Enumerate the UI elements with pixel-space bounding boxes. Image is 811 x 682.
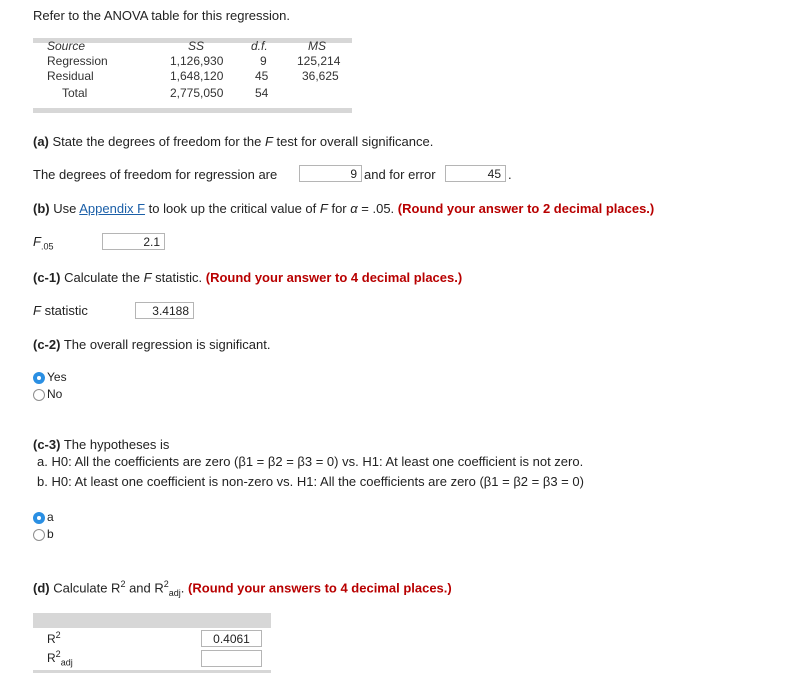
part-a-question [33,134,433,149]
anova-row-residual-source: Residual [47,69,94,83]
part-a-text-pre: State the degrees of freedom for the [52,134,265,149]
part-d-sup1: 2 [120,579,126,589]
radio-a-label[interactable]: a [47,510,54,524]
error-df-input[interactable]: 45 [445,165,506,182]
part-d-text-end: . [180,580,185,596]
part-b-text-mid: to look up the critical value of [145,201,320,216]
anova-header-ms: MS [308,39,326,53]
f-statistic-letter: F [33,303,41,318]
part-b-text-for: for [327,201,351,216]
radio-a[interactable] [33,512,45,524]
radio-b-label[interactable]: b [47,527,54,541]
r-table-bottom-bar [33,670,271,673]
f-critical-input[interactable]: 2.1 [102,233,165,250]
part-c2-label: (c-2) [33,337,61,352]
appendix-f-link[interactable]: Appendix F [79,201,146,216]
part-a-answer-mid: and for error [364,167,436,182]
radio-b[interactable] [33,529,45,541]
part-b-alpha: α [350,201,358,216]
part-a-answer-prompt: The degrees of freedom for regression are [33,167,278,182]
part-d-sup2: 2 [163,579,169,589]
radio-no[interactable] [33,389,45,401]
part-a-label: (a) [33,134,49,149]
part-c1-question [33,270,462,285]
part-d-sub: adj [168,587,181,598]
f-critical-label [33,234,53,252]
part-b-text-pre: Use [53,201,80,216]
part-b-text-post: = .05. [357,201,395,216]
part-d-label: (d) [33,580,50,596]
anova-header-ss: SS [188,39,205,53]
r2-input[interactable]: 0.4061 [201,630,262,647]
anova-row-total-ss: 2,775,050 [170,86,224,100]
part-c1-text-f: F [143,270,152,285]
part-b-label: (b) [33,201,50,216]
hypothesis-a-text: a. H0: All the coefficients are zero (β1 = β2 = β3 = 0) vs. H1: At least one coefficient is not zero. [37,454,584,469]
r2-letter: R [47,632,56,646]
anova-header-df: d.f. [251,39,268,53]
part-c2-text: The overall regression is significant. [63,337,271,352]
anova-row-regression-source: Regression [47,54,108,68]
r2adj-label [47,649,73,667]
f-statistic-input[interactable]: 3.4188 [135,302,194,319]
intro-text: Refer to the ANOVA table for this regression. [33,8,290,23]
part-c2-question [33,337,271,352]
anova-row-regression-ss: 1,126,930 [170,54,224,68]
part-c1-label: (c-1) [33,270,61,285]
anova-row-residual-df: 45 [255,69,269,83]
part-c3-label: (c-3) [33,437,61,452]
anova-header-source: Source [47,39,86,53]
radio-yes-label[interactable]: Yes [47,370,67,384]
r2adj-input[interactable] [201,650,262,667]
r2adj-letter: R [47,651,56,665]
part-c1-instruction: (Round your answer to 4 decimal places.) [205,270,463,285]
part-a-text-f: F [264,134,273,149]
part-d-question [33,579,452,598]
part-b-instruction: (Round your answer to 2 decimal places.) [397,201,655,216]
r2adj-sub: adj [60,657,73,668]
part-c3-question [33,437,169,452]
anova-row-regression-ms: 125,214 [297,54,341,68]
hypothesis-b-text: b. H0: At least one coefficient is non-zero vs. H1: All the coefficients are zero (β1 = β2 = β3 = 0) [37,474,584,489]
anova-row-residual-ms: 36,625 [302,69,339,83]
r-table-top-bar [33,613,271,628]
anova-bottom-bar [33,108,352,113]
part-a-answer-end: . [508,167,512,182]
part-d-instruction: (Round your answers to 4 decimal places.) [188,580,452,596]
part-b-text-f: F [319,201,328,216]
part-c1-text-pre: Calculate the [64,270,144,285]
f-critical-letter: F [33,234,41,249]
r2adj-sup: 2 [55,649,61,659]
r2-sup: 2 [55,630,61,640]
regression-df-input[interactable]: 9 [299,165,362,182]
part-d-text-pre: Calculate R [53,580,121,596]
anova-row-regression-df: 9 [260,54,267,68]
f-statistic-label [33,303,88,318]
r2-label [47,630,61,646]
part-b-question [33,201,654,216]
part-c3-text: The hypotheses is [63,437,170,452]
f-statistic-label-rest: statistic [40,303,88,318]
part-c1-text-post: statistic. [151,270,203,285]
part-d-text-and: and R [125,580,164,596]
anova-row-total-df: 54 [255,86,269,100]
anova-table [33,38,352,100]
radio-no-label[interactable]: No [47,387,63,401]
r-squared-table [33,613,271,673]
radio-yes[interactable] [33,372,45,384]
part-a-text-post: test for overall significance. [272,134,434,149]
anova-row-residual-ss: 1,648,120 [170,69,224,83]
anova-row-total-source: Total [62,86,88,100]
f-critical-sub: .05 [40,241,54,252]
